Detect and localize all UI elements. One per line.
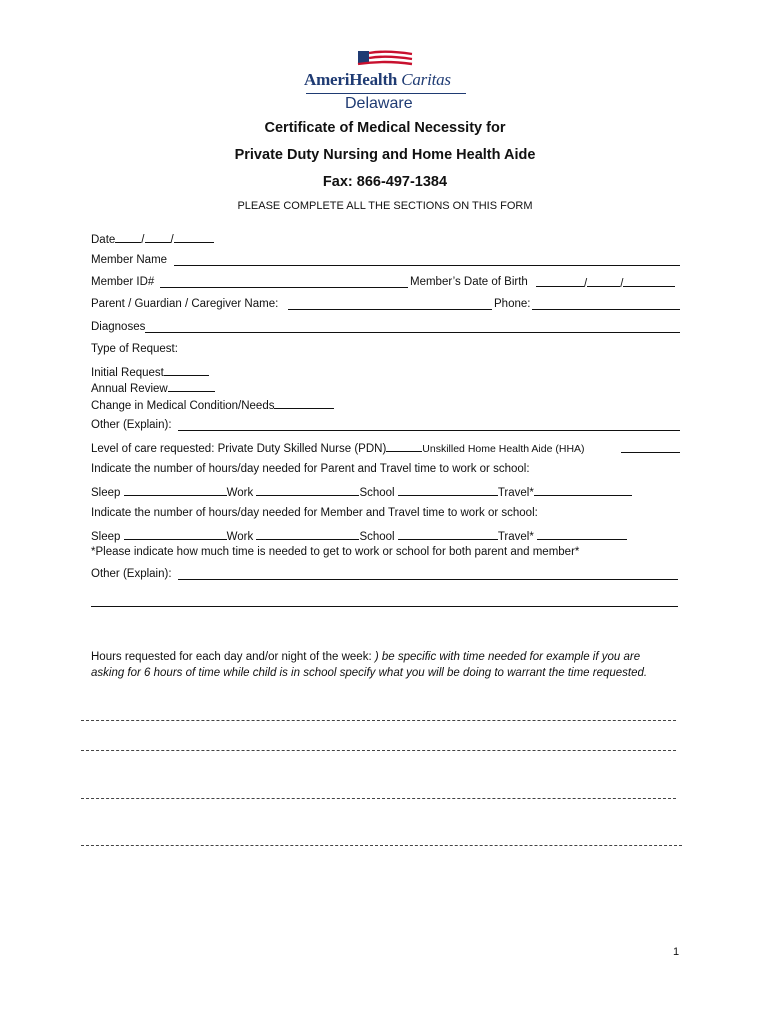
parent-work-field[interactable] — [256, 484, 359, 496]
hours-answer-line-1[interactable] — [81, 720, 676, 721]
other-explain-field-2[interactable] — [178, 579, 678, 580]
member-sleep-field[interactable] — [124, 528, 227, 540]
parent-travel-field[interactable] — [534, 484, 632, 496]
date-day-field[interactable] — [145, 231, 171, 243]
annual-review-option: Annual Review — [91, 380, 215, 396]
hours-requested-label: Hours requested for each day and/or night of the week: — [91, 651, 375, 663]
dob-day-field[interactable] — [587, 275, 620, 287]
dob-month-field[interactable] — [536, 275, 584, 287]
initial-request-option: Initial Request — [91, 364, 209, 380]
parent-sleep-field[interactable] — [124, 484, 227, 496]
member-name-field[interactable] — [174, 265, 680, 266]
hha-field[interactable] — [621, 452, 680, 453]
parent-school-field[interactable] — [398, 484, 498, 496]
member-travel-field[interactable] — [537, 528, 627, 540]
initial-request-field[interactable] — [164, 364, 209, 376]
fax-number: Fax: 866-497-1384 — [322, 174, 448, 190]
request-type-label: Type of Request: — [91, 343, 178, 355]
diagnoses-label: Diagnoses — [91, 321, 146, 333]
hha-label: Unskilled Home Health Aide (HHA) — [422, 443, 585, 455]
change-condition-option: Change in Medical Condition/Needs — [91, 397, 334, 413]
member-name-label: Member Name — [91, 254, 168, 266]
phone-label: Phone: — [494, 298, 531, 310]
member-work-field[interactable] — [256, 528, 359, 540]
other-explain-label-1: Other (Explain): — [91, 419, 172, 431]
parent-hours-row: Sleep Work School Travel* — [91, 484, 632, 500]
other-explain-field-1[interactable] — [178, 430, 680, 431]
dob-label: Member’s Date of Birth — [410, 276, 528, 288]
level-of-care-row — [91, 440, 585, 456]
hours-answer-line-4[interactable] — [81, 845, 682, 846]
member-id-field[interactable] — [160, 287, 408, 288]
logo-divider — [306, 93, 466, 94]
logo-wordmark: AmeriHealth Caritas — [304, 70, 451, 89]
hours-requested-note-2: asking for 6 hours of time while child is in school specify what you will be doing to warrant the time requested. — [91, 667, 648, 679]
logo-state: Delaware — [345, 95, 413, 112]
diagnoses-field[interactable] — [145, 332, 680, 333]
page-number: 1 — [673, 946, 680, 958]
form-instruction: PLEASE COMPLETE ALL THE SECTIONS ON THIS FORM — [237, 200, 533, 212]
hours-answer-line-2[interactable] — [81, 750, 676, 751]
change-condition-field[interactable] — [274, 397, 334, 409]
phone-field[interactable] — [532, 309, 680, 310]
date-month-field[interactable] — [115, 231, 141, 243]
guardian-label: Parent / Guardian / Caregiver Name: — [91, 298, 279, 310]
hours-requested-note-1: ) be specific with time needed for example if you are — [374, 651, 641, 663]
annual-review-field[interactable] — [168, 380, 215, 392]
flag-icon — [356, 50, 414, 70]
date-year-field[interactable] — [174, 231, 214, 243]
member-hours-row: Sleep Work School Travel* — [91, 528, 627, 544]
member-school-field[interactable] — [398, 528, 498, 540]
guardian-name-field[interactable] — [288, 309, 492, 310]
hours-member-label: Indicate the number of hours/day needed for Member and Travel time to work or school: — [91, 507, 538, 519]
other-explain-field-2b[interactable] — [91, 606, 678, 607]
date-row: Date / / — [91, 231, 214, 247]
member-id-label: Member ID# — [91, 276, 155, 288]
dob-fields: / / — [536, 275, 675, 291]
dob-year-field[interactable] — [623, 275, 675, 287]
other-explain-label-2: Other (Explain): — [91, 568, 172, 580]
hours-requested-line1 — [91, 650, 640, 664]
form-title-line2: Private Duty Nursing and Home Health Aide — [234, 147, 536, 163]
hours-parent-label: Indicate the number of hours/day needed for Parent and Travel time to work or school: — [91, 463, 530, 475]
hours-answer-line-3[interactable] — [81, 798, 676, 799]
amerihealth-caritas-logo — [304, 48, 469, 114]
form-title-line1: Certificate of Medical Necessity for — [264, 120, 506, 136]
travel-note: *Please indicate how much time is needed to get to work or school for both parent and member* — [91, 546, 580, 558]
date-label: Date — [91, 234, 116, 246]
pdn-label: Level of care requested: Private Duty Skilled Nurse (PDN) — [91, 443, 387, 455]
pdn-field[interactable] — [386, 440, 422, 452]
